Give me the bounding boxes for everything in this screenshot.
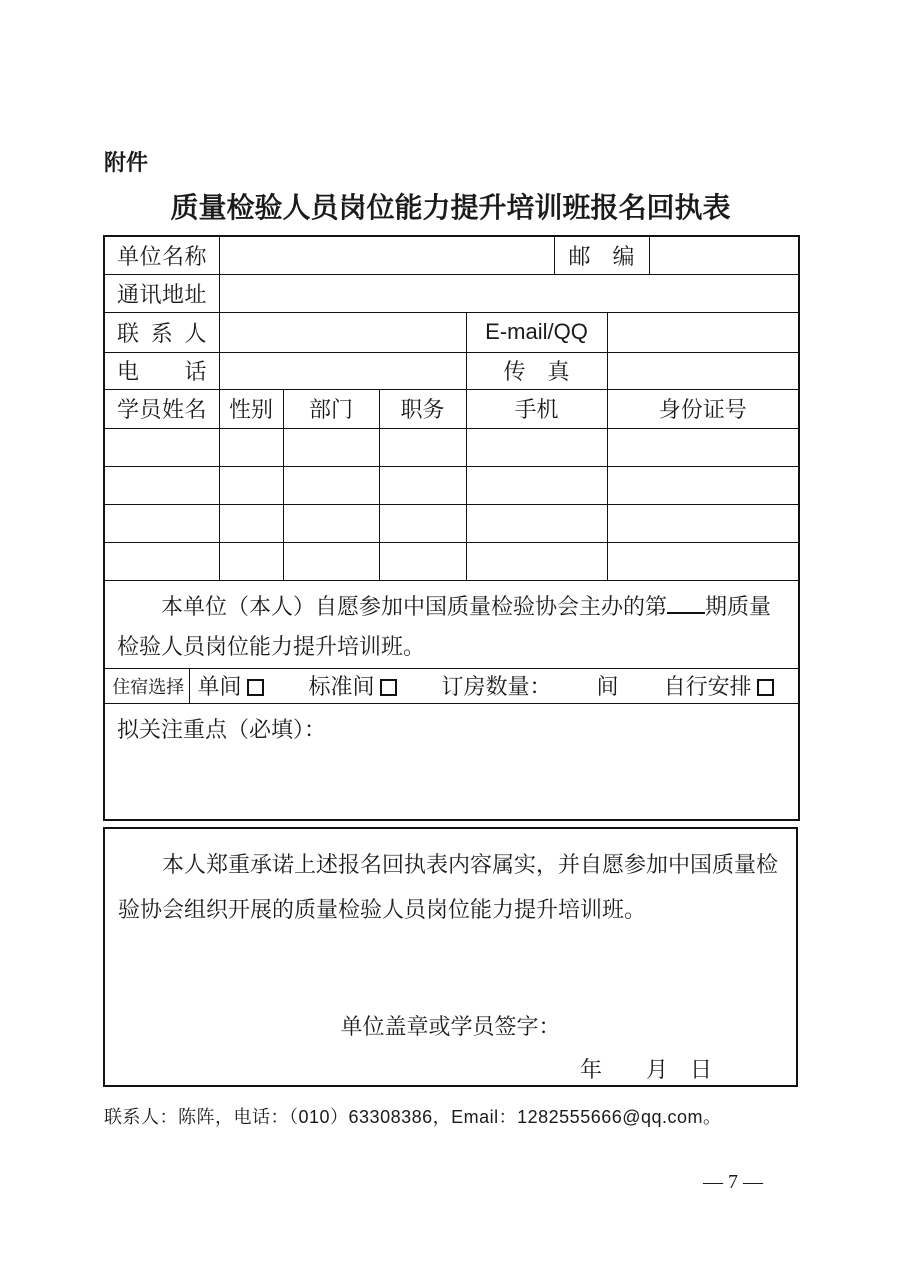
phone-input-cell	[219, 352, 466, 389]
address-row	[104, 274, 799, 312]
mobile-header: 手机	[466, 389, 607, 428]
single-room-checkbox	[247, 679, 264, 696]
student-name-cell	[104, 428, 219, 466]
lodging-options-cell	[189, 668, 799, 703]
contact-person-input-cell	[219, 312, 466, 352]
participation-statement	[104, 580, 799, 668]
registration-table	[103, 235, 800, 821]
department-cell	[283, 428, 379, 466]
department-cell	[283, 466, 379, 504]
mobile-cell	[466, 428, 607, 466]
unit-name-row	[104, 236, 799, 274]
unit-name-input-cell	[219, 236, 554, 274]
phone-row	[104, 352, 799, 389]
position-cell	[379, 504, 466, 542]
position-cell	[379, 542, 466, 580]
participation-statement-row	[104, 580, 799, 668]
commitment-text	[105, 829, 796, 932]
attachment-label: 附件	[104, 150, 149, 175]
department-cell	[283, 504, 379, 542]
self-arrange-option	[664, 670, 774, 701]
focus-label: 拟关注重点（必填）：	[117, 716, 327, 742]
commitment-line2: 验协会组织开展的质量检验人员岗位能力提升培训班。	[118, 897, 647, 922]
page-number: — 7 —	[703, 1171, 763, 1193]
contact-person-label: 联系人	[104, 312, 219, 352]
student-row	[104, 466, 799, 504]
student-name-header: 学员姓名	[104, 389, 219, 428]
gender-cell	[219, 466, 283, 504]
lodging-label: 住宿选择	[104, 668, 189, 703]
gender-cell	[219, 504, 283, 542]
statement-line1	[117, 587, 786, 627]
single-room-option	[198, 670, 264, 701]
mobile-cell	[466, 504, 607, 542]
booking-quantity-label: 订房数量：	[441, 674, 552, 699]
position-header: 职务	[379, 389, 466, 428]
focus-input-cell	[104, 703, 799, 820]
id-number-header: 身份证号	[607, 389, 799, 428]
standard-room-label: 标准间	[308, 674, 375, 699]
gender-cell	[219, 542, 283, 580]
lodging-row	[104, 668, 799, 703]
signature-label: 单位盖章或学员签字：	[340, 1014, 561, 1039]
department-cell	[283, 542, 379, 580]
contact-person-row	[104, 312, 799, 352]
statement-line2: 检验人员岗位能力提升培训班。	[117, 633, 426, 659]
student-name-cell	[104, 504, 219, 542]
postal-code-input-cell	[649, 236, 799, 274]
email-qq-label: E-mail/QQ	[466, 312, 607, 352]
id-number-cell	[607, 428, 799, 466]
standard-room-option	[309, 670, 397, 701]
address-label: 通讯地址	[104, 274, 219, 312]
statement-text-after-blank: 期质量	[705, 593, 772, 619]
session-blank-underline	[667, 592, 705, 614]
position-cell	[379, 466, 466, 504]
student-row	[104, 428, 799, 466]
unit-name-label: 单位名称	[104, 236, 219, 274]
student-row	[104, 542, 799, 580]
quantity-unit-label: 间	[596, 674, 619, 699]
mobile-cell	[466, 542, 607, 580]
address-input-cell	[219, 274, 799, 312]
id-number-cell	[607, 542, 799, 580]
single-room-label: 单间	[197, 674, 242, 699]
department-header: 部门	[283, 389, 379, 428]
focus-row	[104, 703, 799, 820]
email-qq-input-cell	[607, 312, 799, 352]
commitment-box	[103, 827, 798, 1087]
id-number-cell	[607, 466, 799, 504]
fax-input-cell	[607, 352, 799, 389]
student-name-cell	[104, 466, 219, 504]
students-header-row	[104, 389, 799, 428]
date-line: 年 月 日	[579, 1057, 712, 1082]
contact-footer: 联系人：陈阵，电话：（010）63308386，Email：1282555666@qq.com。	[104, 1107, 722, 1127]
self-arrange-label: 自行安排	[663, 674, 752, 699]
statement-text-before-blank: 本单位（本人）自愿参加中国质量检验协会主办的第	[161, 593, 668, 619]
mobile-cell	[466, 466, 607, 504]
commitment-line1: 本人郑重承诺上述报名回执表内容属实，并自愿参加中国质量检	[162, 852, 779, 877]
phone-label: 电话	[104, 352, 219, 389]
id-number-cell	[607, 504, 799, 542]
student-name-cell	[104, 542, 219, 580]
student-row	[104, 504, 799, 542]
gender-cell	[219, 428, 283, 466]
form-title: 质量检验人员岗位能力提升培训班报名回执表	[170, 192, 731, 223]
fax-label: 传 真	[466, 352, 607, 389]
postal-code-label: 邮 编	[554, 236, 649, 274]
gender-header: 性别	[219, 389, 283, 428]
position-cell	[379, 428, 466, 466]
self-arrange-checkbox	[757, 679, 774, 696]
standard-room-checkbox	[380, 679, 397, 696]
